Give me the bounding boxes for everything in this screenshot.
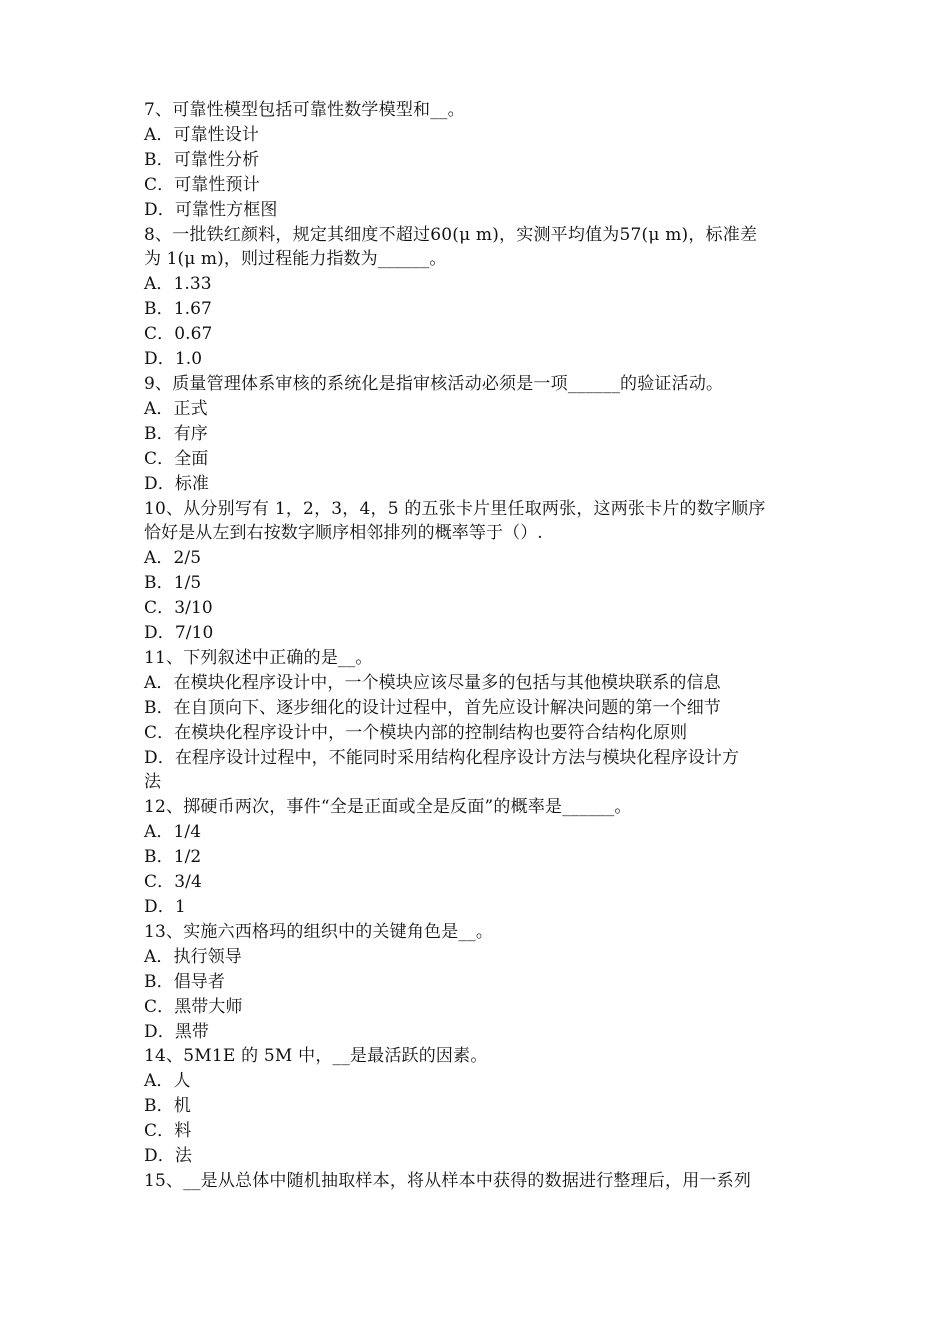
option-d: D．1: [144, 897, 186, 917]
option-d: D．法: [144, 1146, 192, 1167]
option-b: B．1/2: [144, 847, 202, 868]
option-a: A．可靠性设计: [144, 124, 259, 145]
question-text: 9、质量管理体系审核的系统化是指审核活动必须是一项______的验证活动。: [144, 373, 724, 394]
question-11: [144, 646, 816, 795]
option-c: C．黑带大师: [144, 996, 243, 1017]
question-text: 10、从分别写有 1，2，3，4，5 的五张卡片里任取两张，这两张卡片的数字顺序: [144, 498, 766, 519]
question-12: [144, 795, 816, 920]
question-text: 13、实施六西格玛的组织中的关键角色是__。: [144, 921, 494, 942]
option-b: B．1.67: [144, 299, 212, 320]
question-text: 14、5M1E 的 5M 中，__是最活跃的因素。: [144, 1046, 488, 1067]
question-14: [144, 1044, 816, 1169]
option-c: C．3/4: [144, 872, 202, 893]
question-15: [144, 1169, 816, 1194]
option-c: C．全面: [144, 448, 209, 469]
question-text-continued: 为 1(μ m)，则过程能力指数为______。: [144, 249, 447, 270]
option-d: D．标准: [144, 473, 210, 494]
option-a: A．1/4: [144, 822, 202, 843]
option-d: D．1.0: [144, 349, 203, 370]
option-c: C．0.67: [144, 324, 213, 345]
question-text: 8、一批铁红颜料，规定其细度不超过60(μ m)，实测平均值为57(μ m)，标准差: [144, 224, 758, 245]
question-text: 11、下列叙述中正确的是__。: [144, 647, 373, 668]
option-c: C．可靠性预计: [144, 174, 260, 195]
option-a: A．在模块化程序设计中，一个模块应该尽量多的包括与其他模块联系的信息: [144, 672, 721, 693]
option-b: B．1/5: [144, 573, 202, 594]
option-d-continued: 法: [144, 772, 162, 793]
option-a: A．执行领导: [144, 946, 242, 967]
question-text: 15、__是从总体中随机抽取样本，将从样本中获得的数据进行整理后，用一系列: [144, 1170, 752, 1191]
question-10: [144, 497, 816, 646]
option-b: B．可靠性分析: [144, 149, 260, 170]
question-text-continued: 恰好是从左到右按数字顺序相邻排列的概率等于（）.: [144, 523, 543, 544]
option-d: D．黑带: [144, 1021, 210, 1042]
option-b: B．在自顶向下、逐步细化的设计过程中，首先应设计解决问题的第一个细节: [144, 697, 721, 718]
option-b: B．有序: [144, 423, 208, 444]
option-c: C．3/10: [144, 598, 213, 619]
question-8: [144, 223, 816, 372]
question-text: 12、掷硬币两次，事件“全是正面或全是反面”的概率是______。: [144, 797, 632, 818]
option-c: C．料: [144, 1121, 192, 1142]
option-d: D．可靠性方框图: [144, 199, 278, 220]
option-a: A．2/5: [144, 548, 202, 569]
option-a: A．人: [144, 1071, 191, 1092]
question-9: [144, 372, 816, 497]
document-page: [144, 98, 816, 1194]
option-b: B．机: [144, 1096, 191, 1117]
option-d: D．在程序设计过程中，不能同时采用结构化程序设计方法与模块化程序设计方: [144, 747, 740, 768]
question-text: 7、可靠性模型包括可靠性数学模型和__。: [144, 100, 465, 120]
question-13: [144, 920, 816, 1045]
option-a: A．正式: [144, 398, 208, 419]
option-d: D．7/10: [144, 623, 214, 644]
option-c: C．在模块化程序设计中，一个模块内部的控制结构也要符合结构化原则: [144, 722, 688, 743]
option-a: A．1.33: [144, 274, 212, 295]
option-b: B．倡导者: [144, 971, 225, 992]
question-7: [144, 98, 816, 223]
